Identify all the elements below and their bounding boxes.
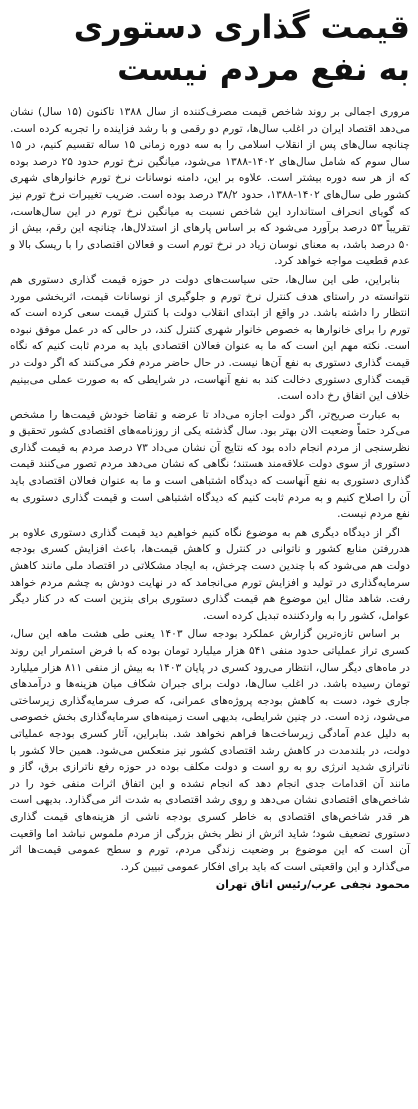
- paragraph-2: بنابراین، طی این سال‌ها، حتی سیاست‌های دولت در حوزه قیمت گذاری دستوری هم نتوانسته در راستای هدف کنترل نرخ تورم و جلوگیری از نوسانات قیمت، اثربخشی مورد انتظار را داشته باشد. در واقع از ابتدای انقلاب دولت با کنترل قیمت سعی کرده است که تورم را برای خانوارها به خصوص خانوار شهری کنترل کند، در حالی که در عمل موفق نبوده است. نکته مهم این است که ما به عنوان فعالان اقتصادی باید به مردم ثابت کنیم که نگاه قیمت گذاری دستوری به نفع آن‌ها نیست. در حال حاضر مردم فکر می‌کنند که اگر دولت در قیمت گذاری دستوری دخالت کند به نفع آنهاست، در شرایطی که به صورت عملی می‌بینیم خلاف این اتفاق رخ داده است.: [10, 273, 410, 403]
- headline-line-2: به نفع مردم نیست: [117, 50, 410, 88]
- article-body: [10, 104, 410, 875]
- paragraph-5: بر اساس تازه‌ترین گزارش عملکرد بودجه سال ۱۴۰۳ یعنی طی هشت ماهه این سال، کسری تراز عملیاتی حدود منفی ۵۴۱ هزار میلیارد تومان بوده که با فرض استمرار این روند در ماه‌های دیگر سال، انتظار می‌رود کسری در پایان ۱۴۰۳ به بیش از منفی ۸۱۱ هزار میلیارد تومان رسیده باشد. در اغلب سال‌ها، دولت برای جبران شکاف میان هزینه‌ها و درآمدهای جاری خود، دست به کاهش بودجه پروژه‌های عمرانی، که صرف سرمایه‌گذاری زیرساختی می‌شود، زده است. در چنین شرایطی، بدیهی است زمینه‌های سرمایه‌گذاری بخش خصوصی به دلیل عدم آمادگی زیرساخت‌ها فراهم نخواهد شد. بنابراین، آثار کسری بودجه عملیاتی دولت، در بلندمدت در کاهش رشد اقتصادی کشور نیز منعکس می‌شود. همین حالا کشور با ناترازی شدید انرژی رو به رو است و دولت مکلف بوده در حوزه رفع ناترازی برق، گاز و مانند آن اقدامات جدی انجام دهد که انجام نشده و این اتفاق اثرات منفی خود را در شاخص‌های اقتصادی نشان می‌دهد و روی رشد اقتصادی به شدت اثر می‌گذارد. بدیهی است هر قدر شاخص‌های اقتصادی به خاطر کسری بودجه ناشی از هزینه‌های قیمت گذاری دستوری تضعیف شود؛ شاید اثرش از نظر بخش بزرگی از مردم ملموس نباشد اما واقعیت آن است که این موضوع بر وضعیت زندگی مردم، تورم و سطح عمومی قیمت‌ها اثر می‌گذارد و این واقعیتی است که باید برای افکار عمومی تبیین کرد.: [10, 628, 411, 873]
- paragraph-3: به عبارت صریح‌تر، اگر دولت اجازه می‌داد تا عرضه و تقاضا خودش قیمت‌ها را مشخص می‌کرد حتماً وضعیت الان بهتر بود. سال گذشته یکی از روزنامه‌های اقتصادی کشور تحقیق و نظرسنجی از مردم انجام داده بود که نتایج آن نشان می‌داد ۷۳ درصد مردم به قیمت گذاری دستوری از سوی دولت علاقه‌مند هستند؛ نگاهی که نشان می‌دهد مردم تصور می‌کنند قیمت گذاری دستوری به نفع آنهاست که دیدگاه اشتباهی است و ما به عنوان فعالان اقتصادی باید آن را اصلاح کنیم و به مردم ثابت کنیم که دیدگاه اشتباهی است و قیمت گذاری دستوری به نفع مردم نیست.: [10, 408, 410, 521]
- author-byline: محمود نجفی عرب/رئیس اتاق تهران: [215, 878, 410, 892]
- paragraph-4: اگر از دیدگاه دیگری هم به موضوع نگاه کنیم خواهیم دید قیمت گذاری دستوری علاوه بر هدررفتن منابع کشور و ناتوانی در کنترل و کاهش قیمت‌ها، باعث افزایش کسری بودجه دولت هم می‌شود که با چندین دست چرخش، به ایجاد مشکلاتی در اقتصاد ملی مانند کاهش سرمایه‌گذاری در تولید و افزایش تورم می‌انجامد که در نهایت دودش به چشم مردم خواهد رفت. شاهد مثال این موضوع هم قیمت گذاری دستوری برای بنزین است که در کنار دیگر عوامل، کشور را به واردکننده تبدیل کرده است.: [10, 526, 410, 622]
- paragraph-1: مروری اجمالی بر روند شاخص قیمت مصرف‌کننده از سال ۱۳۸۸ تاکنون (۱۵ سال) نشان می‌دهد اقتصاد ایران در اغلب سال‌ها، تورم دو رقمی و با رشد فزاینده را تجربه کرده است. چنانچه سال‌های پس از انقلاب اسلامی را به سه دوره زمانی ۱۵ ساله تقسیم کنیم، در ۱۵ سال سوم که شامل سال‌های ۱۴۰۲-۱۳۸۸ می‌شود، میانگین نرخ تورم حدود ۲۵ درصد بوده که از هر سه دوره بیشتر است. علاوه بر این، دامنه نوسانات نرخ تورم خانوارهای شهری کشور طی سال‌های ۱۴۰۲-۱۳۸۸، حدود ۳۸/۲ درصد بوده است. ضریب تغییرات نرخ تورم نیز که گویای انحراف استاندارد این شاخص نسبت به میانگین نرخ تورم در این سال‌هاست، تقریباً ۵۳ درصد برآورد می‌شود که بر اساس پارهای از استدلال‌ها، چنانچه این رقم، بیش از ۵۰ درصد باشد، به معنای نوسان زیاد در نرخ تورم است و فعالان اقتصادی را با ریسک بالا و عدم قطعیت مواجه خواهد کرد.: [10, 106, 410, 268]
- article-headline: [10, 6, 410, 90]
- headline-line-1: قیمت گذاری دستوری: [73, 8, 410, 46]
